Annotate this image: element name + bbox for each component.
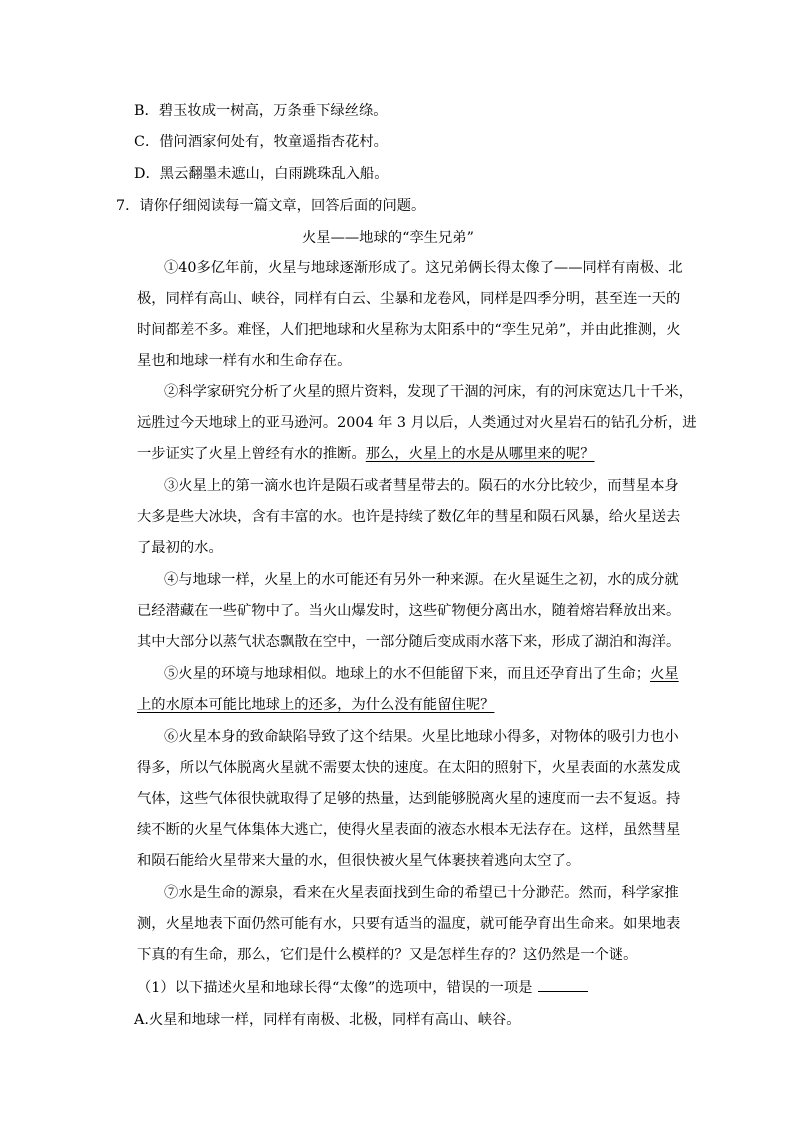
p4-line-2: 已经潜藏在一些矿物中了。当火山爆发时，这些矿物便分离出水，随着熔岩释放出来。 [137,603,681,619]
p1-line-1: ①40多亿年前，火星与地球逐渐形成了。这兄弟俩长得太像了——同样有南极、北 [164,260,683,276]
answer-blank[interactable] [538,977,588,992]
p7-line-3: 下真的有生命，那么，它们是什么模样的？又是怎样生存的？这仍然是一个谜。 [137,947,638,963]
question-7-stem: 7．请你仔细阅读每一篇文章，回答后面的问题。 [116,198,426,214]
p7-line-2: 测，火星地表下面仍然可能有水，只要有适当的温度，就可能孕育出生命来。如果地表 [137,916,681,932]
p3-line-3: 了最初的水。 [137,540,223,556]
option-b: B．碧玉妆成一树高，万条垂下绿丝绦。 [134,103,388,119]
p6-line-5: 和陨石能给火星带来大量的水，但很快被火星气体裹挟着逃向太空了。 [137,853,581,869]
p1-line-3: 时间都差不多。难怪，人们把地球和火星称为太阳系中的“孪生兄弟”，并由此推测，火 [137,322,681,338]
p2-line-3-text: 一步证实了火星上曾经有水的推断。 [137,446,366,462]
option-d: D．黑云翻墨未遮山，白雨跳珠乱入船。 [134,166,389,182]
p7-line-1: ⑦水是生命的源泉，看来在火星表面找到生命的希望已十分渺茫。然而，科学家推 [164,885,679,901]
p2-line-1: ②科学家研究分析了火星的照片资料，发现了干涸的河床，有的河床宽达几十千米， [164,384,693,400]
sub-question-1-option-a: A.火星和地球一样，同样有南极、北极，同样有高山、峡谷。 [134,1012,521,1028]
sub-question-1-text: （1）以下描述火星和地球长得“太像”的选项中，错误的一项是 [137,980,533,996]
p6-line-1: ⑥火星本身的致命缺陷导致了这个结果。火星比地球小得多，对物体的吸引力也小 [164,729,679,745]
article-title: 火星——地球的“孪生兄弟” [302,230,474,246]
p3-line-1: ③火星上的第一滴水也许是陨石或者彗星带去的。陨石的水分比较少，而彗星本身 [164,478,679,494]
p1-line-2: 极，同样有高山、峡谷，同样有白云、尘暴和龙卷风，同样是四季分明，甚至连一天的 [137,291,681,307]
option-c: C．借问酒家何处有，牧童遥指杏花村。 [134,134,388,150]
p6-line-2: 得多，所以气体脱离火星就不需要太快的速度。在太阳的照射下，火星表面的水蒸发成 [137,760,681,776]
p2-underlined-question: 那么，火星上的水是从哪里来的呢？ [365,446,595,462]
p1-line-4: 星也和地球一样有水和生命存在。 [137,353,352,369]
p3-line-2: 大多是些大冰块，含有丰富的水。也许是持续了数亿年的彗星和陨石风暴，给火星送去 [137,509,681,525]
p6-line-4: 续不断的火星气体集体大逃亡，使得火星表面的液态水根本无法存在。这样，虽然彗星 [137,822,681,838]
sub-question-1 [137,977,588,998]
p2-line-3 [137,444,595,464]
p4-line-3: 其中大部分以蒸气状态飘散在空中，一部分随后变成雨水落下来，形成了湖泊和海洋。 [137,634,681,650]
p4-line-1: ④与地球一样，火星上的水可能还有另外一种来源。在火星诞生之初，水的成分就 [164,572,679,588]
p5-line-1 [164,664,679,684]
p2-line-2: 远胜过今天地球上的亚马逊河。2004 年 3 月以后，人类通过对火星岩石的钻孔分析，进 [137,415,697,431]
p5-underlined-start: 火星 [650,666,679,682]
p5-line-1-text: ⑤火星的环境与地球相似。地球上的水不但能留下来，而且还孕育出了生命； [164,666,651,682]
p6-line-3: 气体，这些气体很快就取得了足够的热量，达到能够脱离火星的速度而一去不复返。持 [137,791,681,807]
p5-underlined-question: 上的水原本可能比地球上的还多，为什么没有能留住呢？ [137,697,495,713]
